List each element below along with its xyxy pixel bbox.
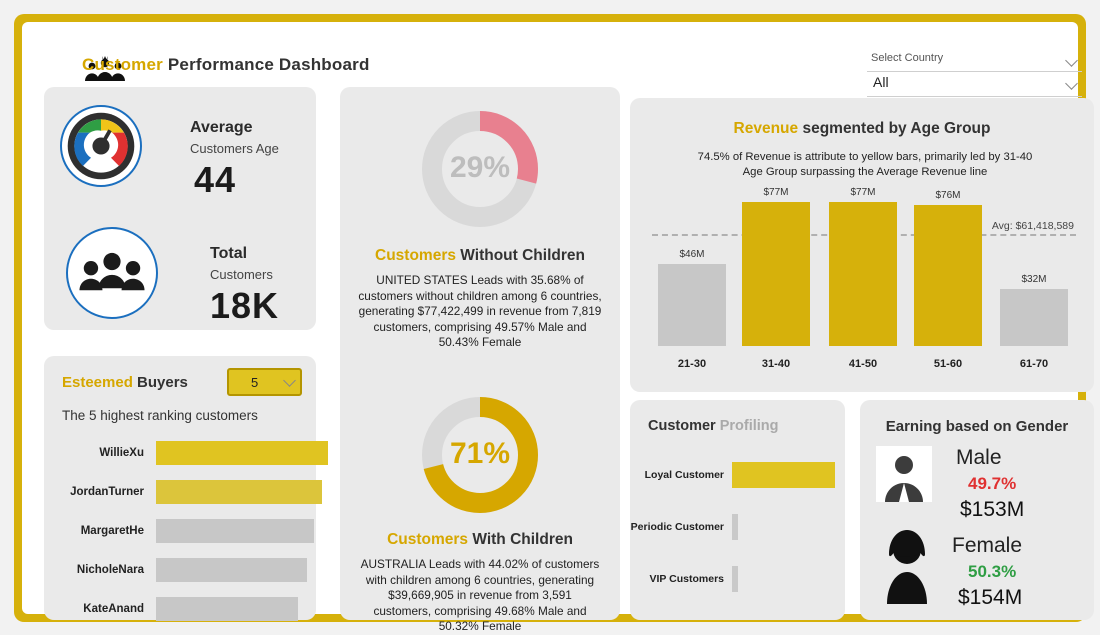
total-customers-label: Total: [210, 245, 248, 262]
average-age-value: 44: [194, 159, 237, 200]
children-segmentation-card: [340, 87, 620, 634]
table-row[interactable]: [52, 438, 308, 468]
page-title-accent: Customer: [82, 55, 163, 74]
chevron-down-icon[interactable]: [1065, 77, 1078, 90]
female-earning: $154M: [958, 586, 1023, 609]
esteemed-buyers-title-rest: Buyers: [132, 374, 188, 391]
total-customers-value: 18K: [210, 285, 280, 326]
female-label: Female: [952, 534, 1023, 557]
dashboard-canvas: [22, 22, 1078, 634]
country-filter-label: [867, 52, 1082, 72]
revenue-bar: [742, 202, 810, 346]
female-block: [880, 528, 934, 609]
donut-with-children-title-accent: Customers: [387, 531, 469, 548]
list-item[interactable]: [630, 458, 845, 492]
table-row[interactable]: [52, 555, 308, 585]
donut-without-children-title-rest: Without Children: [455, 247, 585, 264]
male-label: Male: [956, 446, 1002, 469]
average-revenue-label: Avg: $61,418,589: [991, 220, 1074, 232]
revenue-bar-value: $77M: [850, 187, 876, 198]
buyer-name: JordanTurner: [70, 486, 144, 498]
buyer-bar: [156, 480, 322, 504]
donut-without-children-value: 29%: [449, 151, 511, 184]
esteemed-buyers-title: [62, 374, 188, 391]
revenue-bar: [914, 205, 982, 346]
profile-segment-bar: [732, 514, 738, 540]
buyer-bar: [156, 558, 307, 582]
list-item[interactable]: [630, 510, 845, 544]
revenue-bar-category: 61-70: [1019, 358, 1049, 370]
male-percent: 49.7%: [968, 474, 1017, 493]
profile-segment-name: Loyal Customer: [644, 469, 724, 481]
page-title-rest: Performance Dashboard: [162, 55, 370, 74]
kpi-card: [44, 87, 316, 330]
buyer-bar: [156, 597, 298, 621]
donut-without-children-description: UNITED STATES Leads with 35.68% of customers without children among 6 countries, generating $77,422,499 in revenue from 7,819 customers, comprising 49.57% Male and 50.43% Female: [358, 273, 602, 350]
revenue-chart-title: [630, 120, 1094, 138]
revenue-bar-value: $46M: [679, 249, 705, 260]
profile-segment-name: Periodic Customer: [630, 521, 724, 533]
earning-by-gender-card: [860, 400, 1094, 620]
gauge-icon-wrapper: [60, 105, 142, 187]
revenue-bar-plot: [652, 187, 1076, 374]
gauge-icon: [62, 107, 140, 185]
donut-with-children-title-rest: With Children: [468, 531, 573, 548]
female-percent: 50.3%: [968, 562, 1017, 581]
average-age-sublabel: Customers Age: [190, 141, 279, 156]
customer-profiling-title-rest: Profiling: [715, 418, 779, 434]
gender-card-title: Earning based on Gender: [885, 418, 1069, 435]
profile-segment-bar: [732, 566, 738, 592]
donut-with-children: [420, 395, 540, 515]
table-row[interactable]: [52, 516, 308, 546]
revenue-bar-category: 41-50: [848, 358, 878, 370]
buyer-name: NicholeNara: [76, 564, 144, 576]
revenue-bar-category: 31-40: [761, 358, 791, 370]
esteemed-buyers-title-accent: Esteemed: [62, 374, 133, 391]
male-block: [876, 446, 932, 507]
revenue-bar: [829, 202, 897, 346]
male-avatar-icon: [876, 446, 932, 502]
revenue-bar-category: 21-30: [677, 358, 707, 370]
revenue-bar: [658, 264, 726, 346]
donut-without-children-title-accent: Customers: [375, 247, 456, 264]
profile-segment-name: VIP Customers: [649, 573, 724, 585]
table-row[interactable]: [52, 477, 308, 507]
donut-without-children-title: [340, 247, 620, 265]
revenue-bar-value: $76M: [935, 190, 961, 201]
revenue-chart-note: 74.5% of Revenue is attribute to yellow bars, primarily led by 31-40 Age Group surpassing the Average Revenue line: [697, 151, 1033, 179]
chevron-down-icon: [1065, 54, 1078, 67]
donut-with-children-value: 71%: [449, 437, 511, 470]
customer-profiling-title: [648, 418, 779, 434]
female-avatar-icon: [880, 528, 934, 604]
buyer-name: KateAnand: [83, 603, 144, 615]
donut-with-children-title: [340, 531, 620, 549]
customer-profiling-title-accent: Customer: [648, 418, 716, 434]
buyer-bar: [156, 441, 328, 465]
revenue-bar-value: $32M: [1021, 274, 1047, 285]
customers-icon: [68, 229, 156, 317]
chevron-down-icon[interactable]: [283, 374, 296, 387]
donut-without-children: [420, 109, 540, 229]
country-filter-label-text: Select Country: [871, 52, 944, 64]
esteemed-buyers-card: [44, 356, 316, 620]
buyers-count-value: 5: [251, 375, 259, 390]
esteemed-buyers-subtitle: The 5 highest ranking customers: [62, 408, 258, 423]
list-item[interactable]: [630, 562, 845, 596]
revenue-bar-value: $77M: [763, 187, 789, 198]
country-filter-value: All: [873, 74, 889, 90]
average-age-label: Average: [190, 119, 253, 136]
profile-segment-bar: [732, 462, 835, 488]
total-customers-sublabel: Customers: [210, 267, 273, 282]
revenue-bar: [1000, 289, 1068, 346]
customer-profiling-card: [630, 400, 845, 620]
male-earning: $153M: [960, 498, 1025, 521]
buyer-bar: [156, 519, 314, 543]
revenue-by-age-card: [630, 98, 1094, 392]
revenue-bar-category: 51-60: [933, 358, 963, 370]
table-row[interactable]: [52, 594, 308, 624]
buyers-count-select[interactable]: [227, 368, 302, 396]
donut-with-children-description: AUSTRALIA Leads with 44.02% of customers with children among 6 countries, generating $39,669,905 in revenue from 3,591 customers, comprising 49.68% Male and 50.32% Female: [360, 557, 600, 634]
country-filter-select[interactable]: [867, 74, 1082, 97]
dashboard-frame: [14, 14, 1086, 634]
revenue-chart-title-accent: Revenue: [733, 120, 799, 137]
buyer-name: MargaretHe: [80, 525, 144, 537]
revenue-chart-title-rest: segmented by Age Group: [798, 120, 991, 137]
page-title: [82, 55, 370, 75]
customers-icon-wrapper: [66, 227, 158, 319]
buyer-name: WillieXu: [99, 447, 144, 459]
